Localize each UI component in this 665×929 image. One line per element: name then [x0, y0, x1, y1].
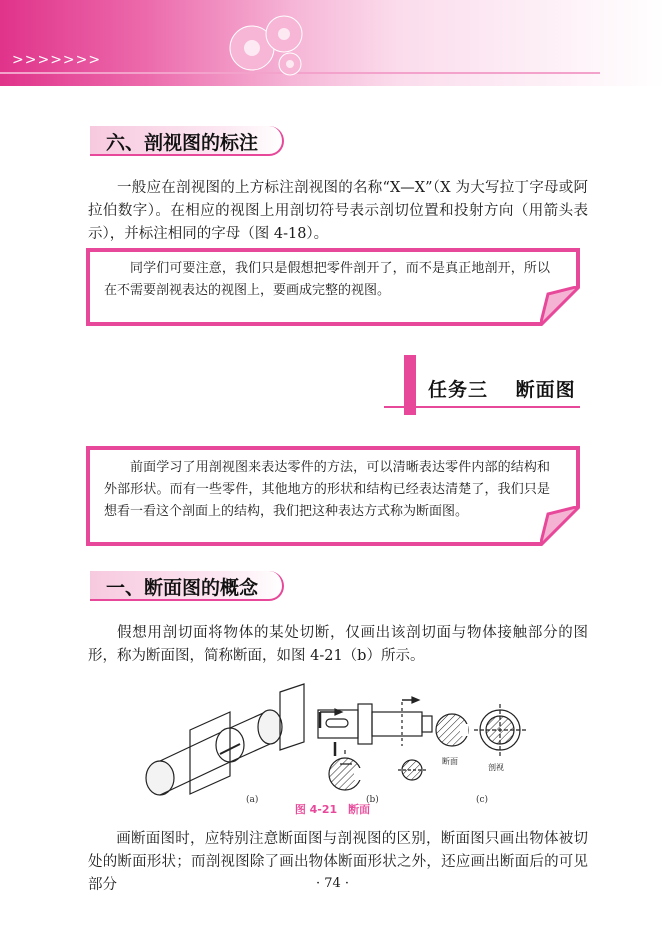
task-heading [384, 355, 580, 415]
gear-icon [222, 8, 312, 80]
subfigure-label-a: (a) [246, 795, 259, 805]
paragraph-text: 画断面图时，应特别注意断面图与剖视图的区别，断面图只画出物体被切处的断面形状；而剖视图除了画出物体断面形状之外，还应画出断面后的可见部分 [88, 831, 588, 893]
page-number: · 74 · [315, 876, 350, 891]
figure-caption: 图 4-21 断面 [294, 803, 371, 816]
chevron-decoration: >>>>>>> [12, 52, 102, 68]
paragraph: 一般应在剖视图的上方标注剖视图的名称“X—X”（X 为大写拉丁字母或阿拉伯数字）。在相应的视图上用剖切符号表示剖切位置和投射方向（用箭头表示），并标注相同的字母（图 4-18）。 [88, 180, 588, 242]
subfigure-label-b: (b) [366, 795, 379, 805]
intro-box [86, 446, 580, 546]
section-title: 六、剖视图的标注 [106, 132, 259, 154]
note-text: 同学们可要注意，我们只是假想把零件剖开了，而不是真正地剖开，所以在不需要剖视表达的视图上，要画成完整的视图。 [104, 261, 550, 298]
note-box [86, 248, 580, 326]
header-banner [0, 0, 665, 86]
task-title: 任务三 断面图 [428, 379, 576, 401]
section-heading [90, 571, 282, 601]
page-fold-icon [540, 506, 580, 546]
section-heading [90, 126, 282, 156]
label-cut: 剖视 [488, 763, 504, 772]
intro-text: 前面学习了用剖视图来表达零件的方法，可以清晰表达零件内部的结构和外部形状。而有一些零件，其他地方的形状和结构已经表达清楚了，我们只是想看一看这个剖面上的结构，我们把这种表达方式称为断面图。 [104, 460, 550, 519]
subfigure-label-c: (c) [476, 795, 489, 805]
section-title: 一、断面图的概念 [106, 577, 259, 599]
task-heading-rule [384, 406, 580, 408]
paragraph: 假想用剖切面将物体的某处切断，仅画出该剖切面与物体接触部分的图形，称为断面图，简称断面，如图 4-21（b）所示。 [88, 625, 588, 664]
shaft-section-figure [130, 672, 530, 808]
page-fold-icon [540, 286, 580, 326]
label-section: 断面 [442, 757, 458, 766]
